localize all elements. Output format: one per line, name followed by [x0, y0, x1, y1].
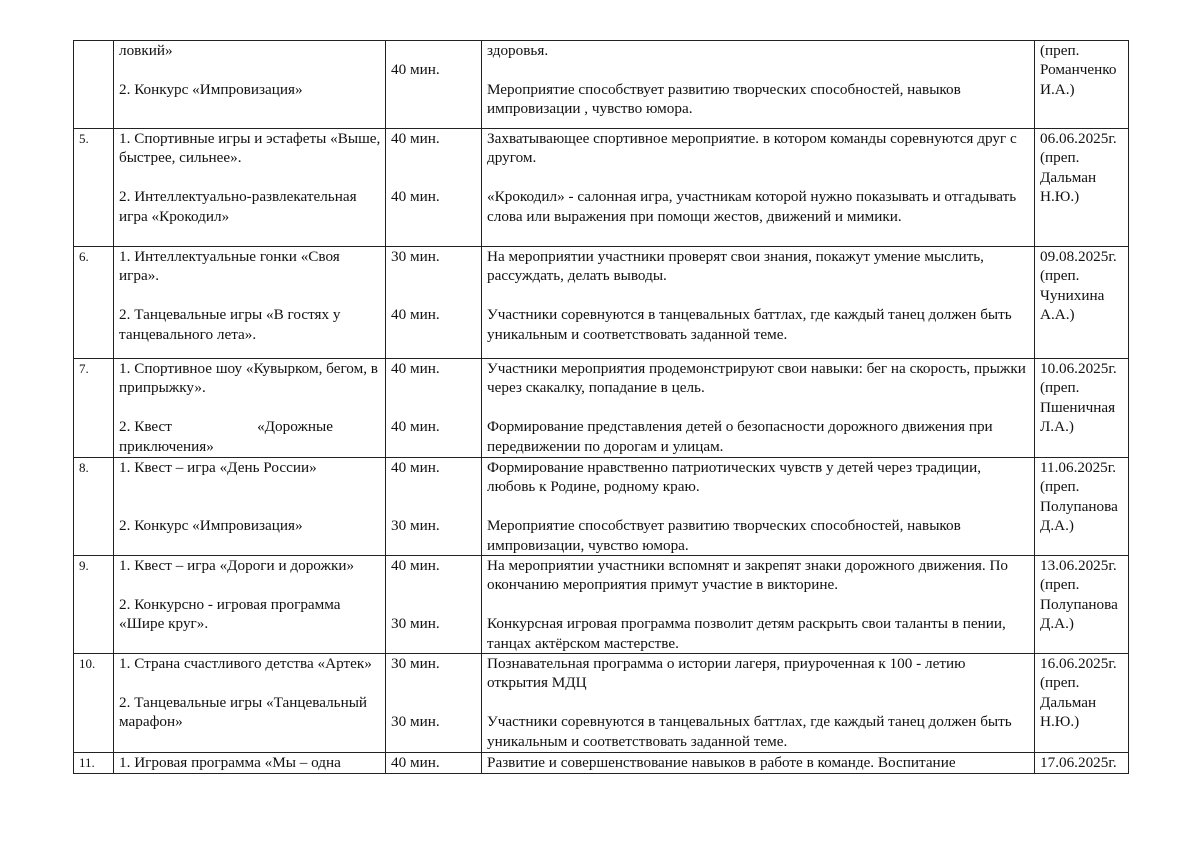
date-cell — [1035, 359, 1129, 458]
table-row — [74, 359, 1129, 458]
table-row — [74, 129, 1129, 247]
date-cell — [1035, 654, 1129, 753]
date-line: Романченко — [1040, 61, 1117, 79]
date-line: Н.Ю.) — [1040, 188, 1080, 206]
date-line: 13.06.2025г. — [1040, 557, 1117, 575]
description: «Крокодил» - салонная игра, участникам которой нужно показывать и отгадывать слова или выражения при помощи жестов, движений и мимики. — [487, 188, 1017, 225]
duration: 40 мин. — [391, 360, 440, 377]
duration-cell — [386, 556, 482, 654]
duration: 40 мин. — [391, 188, 440, 206]
date-line: 09.08.2025г. — [1040, 248, 1117, 265]
event-name: 2. Конкурс «Импровизация» — [119, 80, 303, 98]
description: Формирование нравственно патриотических чувств у детей через традиции, любовь к Родине, родному краю. — [487, 459, 982, 496]
duration: 30 мин. — [391, 248, 440, 265]
description-cell — [482, 359, 1035, 458]
description: Участники соревнуются в танцевальных баттлах, где каждый танец должен быть уникальным и соответствовать заданной теме. — [487, 713, 1012, 750]
row-number: 11. — [74, 753, 114, 774]
event-name-part: 2. Квест — [119, 418, 172, 436]
row-number: 7. — [74, 359, 114, 458]
description: Познавательная программа о истории лагеря, приуроченная к 100 - летию открытия МДЦ — [487, 655, 966, 692]
table-row — [74, 556, 1129, 654]
table-row — [74, 458, 1129, 556]
schedule-table — [73, 40, 1129, 774]
date-line: Дальман — [1040, 693, 1097, 711]
event-cell — [114, 556, 386, 654]
date-line: (преп. — [1040, 674, 1080, 692]
description-cell — [482, 247, 1035, 359]
description-cell — [482, 129, 1035, 247]
date-line: 10.06.2025г. — [1040, 360, 1117, 377]
event-name: 1. Спортивные игры и эстафеты «Выше, быстрее, сильнее». — [119, 130, 381, 167]
event-name: 2. Интеллектуально-развлекательная игра «Крокодил» — [119, 188, 357, 225]
date-line: Чунихина — [1040, 286, 1105, 304]
description-cell — [482, 753, 1035, 774]
date-line: Дальман — [1040, 168, 1097, 186]
duration: 30 мин. — [391, 713, 440, 731]
event-name-part: приключения» — [119, 437, 214, 455]
date-cell — [1035, 458, 1129, 556]
date-line: И.А.) — [1040, 80, 1075, 98]
description: здоровья. — [487, 42, 549, 59]
table-row — [74, 41, 1129, 129]
duration: 40 мин. — [391, 754, 440, 772]
description: Развитие и совершенствование навыков в работе в команде. Воспитание — [487, 754, 956, 772]
duration: 40 мин. — [391, 418, 440, 436]
date-line: 06.06.2025г. — [1040, 130, 1117, 147]
duration-cell — [386, 41, 482, 129]
event-cell — [114, 41, 386, 129]
event-cell — [114, 247, 386, 359]
event-name-line — [119, 417, 381, 436]
duration-cell — [386, 654, 482, 753]
row-number — [74, 41, 114, 129]
event-name: 1. Игровая программа «Мы – одна — [119, 754, 341, 772]
duration: 30 мин. — [391, 615, 440, 633]
date-line: А.А.) — [1040, 306, 1075, 324]
description-cell — [482, 41, 1035, 129]
event-name: 2. Конкурс «Импровизация» — [119, 517, 303, 535]
description-cell — [482, 458, 1035, 556]
date-cell — [1035, 129, 1129, 247]
date-line: (преп. — [1040, 149, 1080, 167]
date-line: 16.06.2025г. — [1040, 655, 1117, 673]
date-line: Д.А.) — [1040, 615, 1074, 633]
description-cell — [482, 654, 1035, 753]
table-row — [74, 654, 1129, 753]
event-name: 1. Спортивное шоу «Кувырком, бегом, в припрыжку». — [119, 360, 378, 397]
description: Участники соревнуются в танцевальных баттлах, где каждый танец должен быть уникальным и соответствовать заданной теме. — [487, 306, 1012, 343]
row-number: 9. — [74, 556, 114, 654]
description: Формирование представления детей о безопасности дорожного движения при передвижении по дорогам и улицам. — [487, 418, 993, 455]
description: Конкурсная игровая программа позволит детям раскрыть свои таланты в пении, танцах актёрском мастерстве. — [487, 615, 1006, 652]
duration: 40 мин. — [391, 61, 440, 79]
duration: 40 мин. — [391, 459, 440, 476]
description: На мероприятии участники проверят свои знания, покажут умение мыслить, рассуждать, делать выводы. — [487, 248, 984, 285]
event-name: 1. Интеллектуальные гонки «Своя игра». — [119, 248, 340, 285]
duration-cell — [386, 129, 482, 247]
event-cell — [114, 129, 386, 247]
date-line: Пшеничная — [1040, 398, 1116, 416]
table-row — [74, 753, 1129, 774]
event-cell — [114, 458, 386, 556]
duration-cell — [386, 247, 482, 359]
date-line: Полупанова — [1040, 595, 1118, 613]
description-cell — [482, 556, 1035, 654]
description: Захватывающее спортивное мероприятие. в котором команды соревнуются друг с другом. — [487, 130, 1017, 167]
duration-cell — [386, 458, 482, 556]
duration: 30 мин. — [391, 517, 440, 535]
event-name: 1. Квест – игра «Дороги и дорожки» — [119, 557, 355, 575]
date-line: (преп. — [1040, 379, 1080, 397]
description: Мероприятие способствует развитию творческих способностей, навыков импровизации , чувство юмора. — [487, 80, 961, 118]
row-number: 8. — [74, 458, 114, 556]
date-line: (преп. — [1040, 576, 1080, 594]
event-cell — [114, 359, 386, 458]
event-name: 1. Квест – игра «День России» — [119, 459, 317, 476]
event-name: 2. Танцевальные игры «В гостях у танцевального лета». — [119, 306, 341, 343]
duration-cell — [386, 753, 482, 774]
duration: 40 мин. — [391, 130, 440, 147]
date-cell — [1035, 247, 1129, 359]
event-name-part: «Дорожные — [257, 418, 333, 436]
event-name: ловкий» — [119, 42, 173, 59]
date-line: Л.А.) — [1040, 418, 1074, 436]
date-cell — [1035, 556, 1129, 654]
description: Мероприятие способствует развитию творческих способностей, навыков импровизации, чувство юмора. — [487, 517, 961, 554]
event-cell — [114, 753, 386, 774]
duration-cell — [386, 359, 482, 458]
row-number: 10. — [74, 654, 114, 753]
description: На мероприятии участники вспомнят и закрепят знаки дорожного движения. По окончанию мероприятия примут участие в викторине. — [487, 557, 1009, 594]
event-name: 1. Страна счастливого детства «Артек» — [119, 655, 372, 673]
date-line: Д.А.) — [1040, 517, 1074, 535]
date-line: Полупанова — [1040, 497, 1118, 515]
event-name: 2. Конкурсно - игровая программа «Шире круг». — [119, 595, 341, 633]
row-number: 5. — [74, 129, 114, 247]
date-line: 11.06.2025г. — [1040, 459, 1117, 476]
event-name: 2. Танцевальные игры «Танцевальный марафон» — [119, 693, 368, 731]
date-cell — [1035, 753, 1129, 774]
date-line: 17.06.2025г. — [1040, 754, 1117, 772]
duration: 30 мин. — [391, 655, 440, 673]
row-number: 6. — [74, 247, 114, 359]
date-line: (преп. — [1040, 478, 1080, 496]
date-line: (преп. — [1040, 267, 1080, 285]
duration: 40 мин. — [391, 557, 440, 575]
date-line: (преп. — [1040, 42, 1080, 59]
date-line: Н.Ю.) — [1040, 713, 1080, 731]
duration: 40 мин. — [391, 306, 440, 324]
date-cell — [1035, 41, 1129, 129]
event-cell — [114, 654, 386, 753]
description: Участники мероприятия продемонстрируют свои навыки: бег на скорость, прыжки через скакалку, попадание в цель. — [487, 360, 1026, 397]
table-row — [74, 247, 1129, 359]
